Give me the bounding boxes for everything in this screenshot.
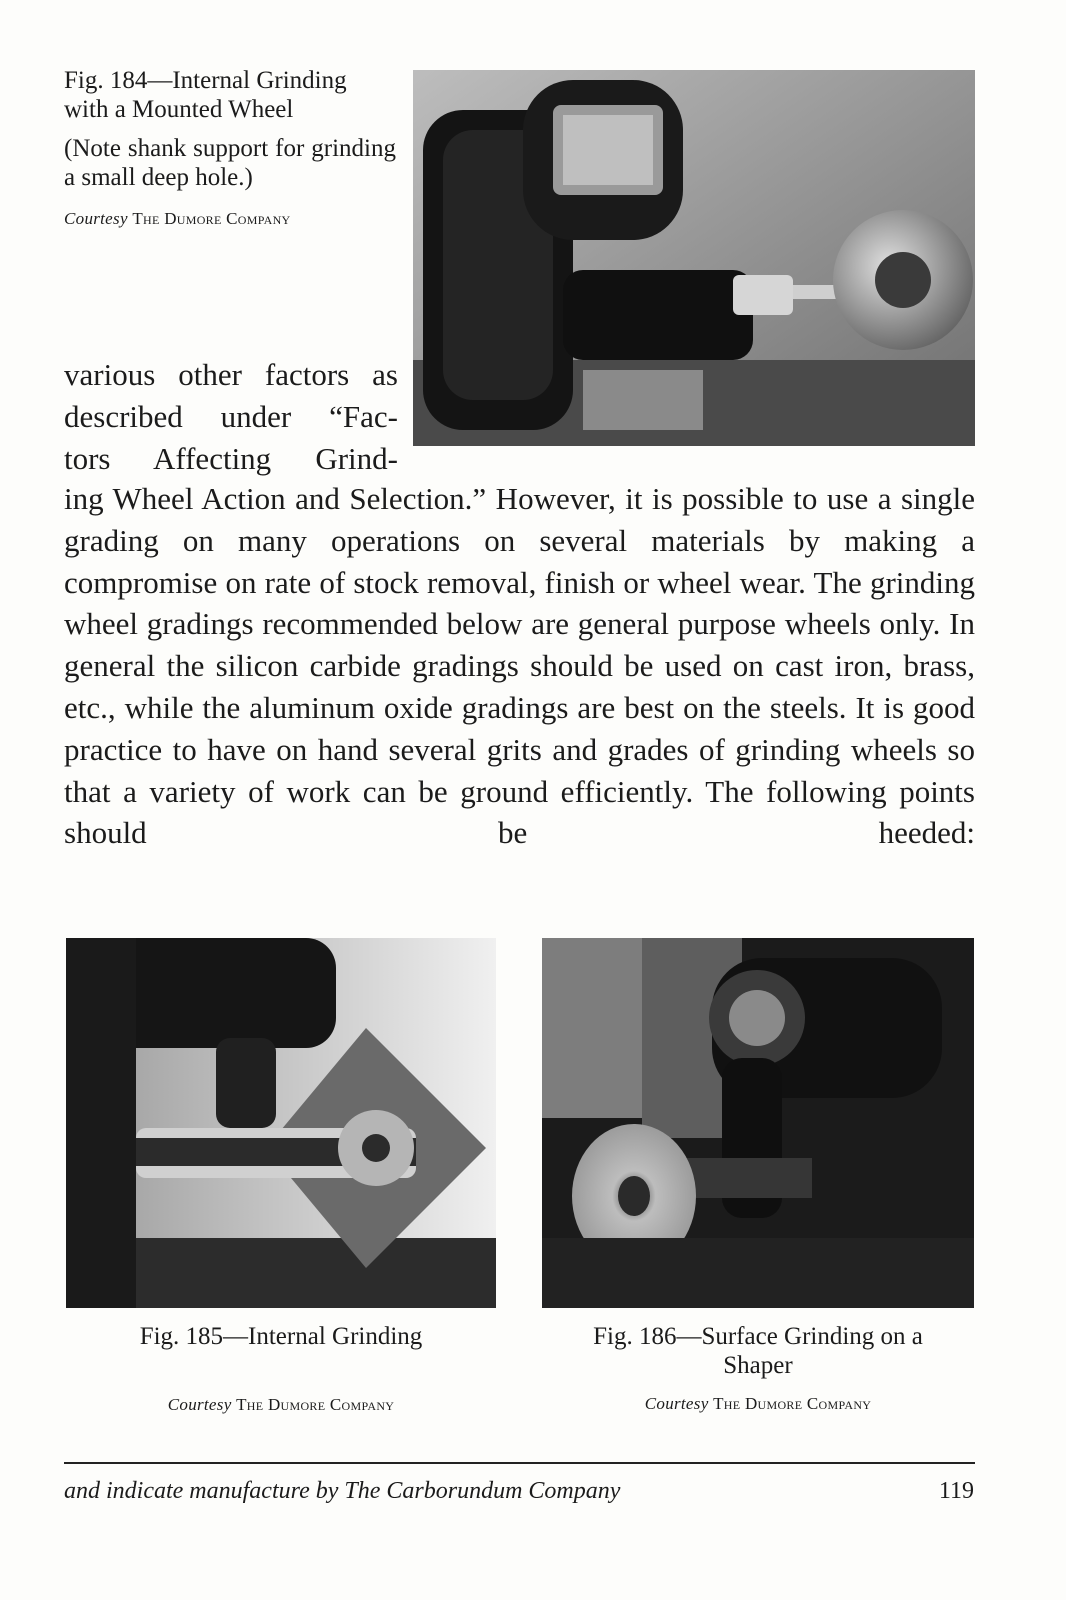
body-line-2: described under “Fac- xyxy=(64,398,398,434)
footer-text: and indicate manufacture by The Carborundum Company xyxy=(64,1478,621,1504)
courtesy-company: The Dumore Company xyxy=(236,1395,395,1414)
body-line-1: various other factors as xyxy=(64,357,398,392)
body-paragraph: ing Wheel Action and Selection.” However, it is possible to use a single grading on many operations on several materials by making a compromise on rate of stock removal, finish or wheel wear. The grinding wheel gradings recommended below are general purpose wheels only. In general the silicon carbide gradings should be used on cast iron, brass, etc., while the aluminum oxide gradings are best on the steels. It is good practice to have on hand several grits and grades of grinding wheels so that a variety of work can be ground efficiently. The following points should be heeded: xyxy=(64,481,975,851)
body-line-3: tors Affecting Grind- xyxy=(64,440,398,476)
page-number: 119 xyxy=(938,1478,974,1504)
fig184-courtesy xyxy=(64,204,396,233)
courtesy-company: The Dumore Company xyxy=(713,1394,872,1413)
courtesy-word: Courtesy xyxy=(167,1395,232,1414)
fig185-photo xyxy=(66,938,496,1308)
fig186-title: Fig. 186—Surface Grinding on a Shaper xyxy=(593,1323,923,1379)
fig184-note: (Note shank support for grinding a small deep hole.) xyxy=(64,135,396,191)
body-narrow-lines xyxy=(64,354,398,479)
fig186-courtesy xyxy=(542,1394,974,1414)
footer-rule xyxy=(64,1462,975,1464)
fig184-title: Fig. 184—Internal Grinding with a Mounted Wheel xyxy=(64,67,347,123)
fig185-caption xyxy=(66,1322,496,1415)
courtesy-word: Courtesy xyxy=(644,1394,709,1413)
fig186-caption xyxy=(542,1322,974,1414)
fig185-courtesy xyxy=(66,1395,496,1415)
fig184-caption xyxy=(64,66,396,233)
fig185-title: Fig. 185—Internal Grinding xyxy=(139,1323,423,1350)
fig184-photo xyxy=(413,70,975,446)
courtesy-word: Courtesy xyxy=(64,209,128,228)
fig186-photo xyxy=(542,938,974,1308)
courtesy-company: The Dumore Company xyxy=(132,209,291,228)
